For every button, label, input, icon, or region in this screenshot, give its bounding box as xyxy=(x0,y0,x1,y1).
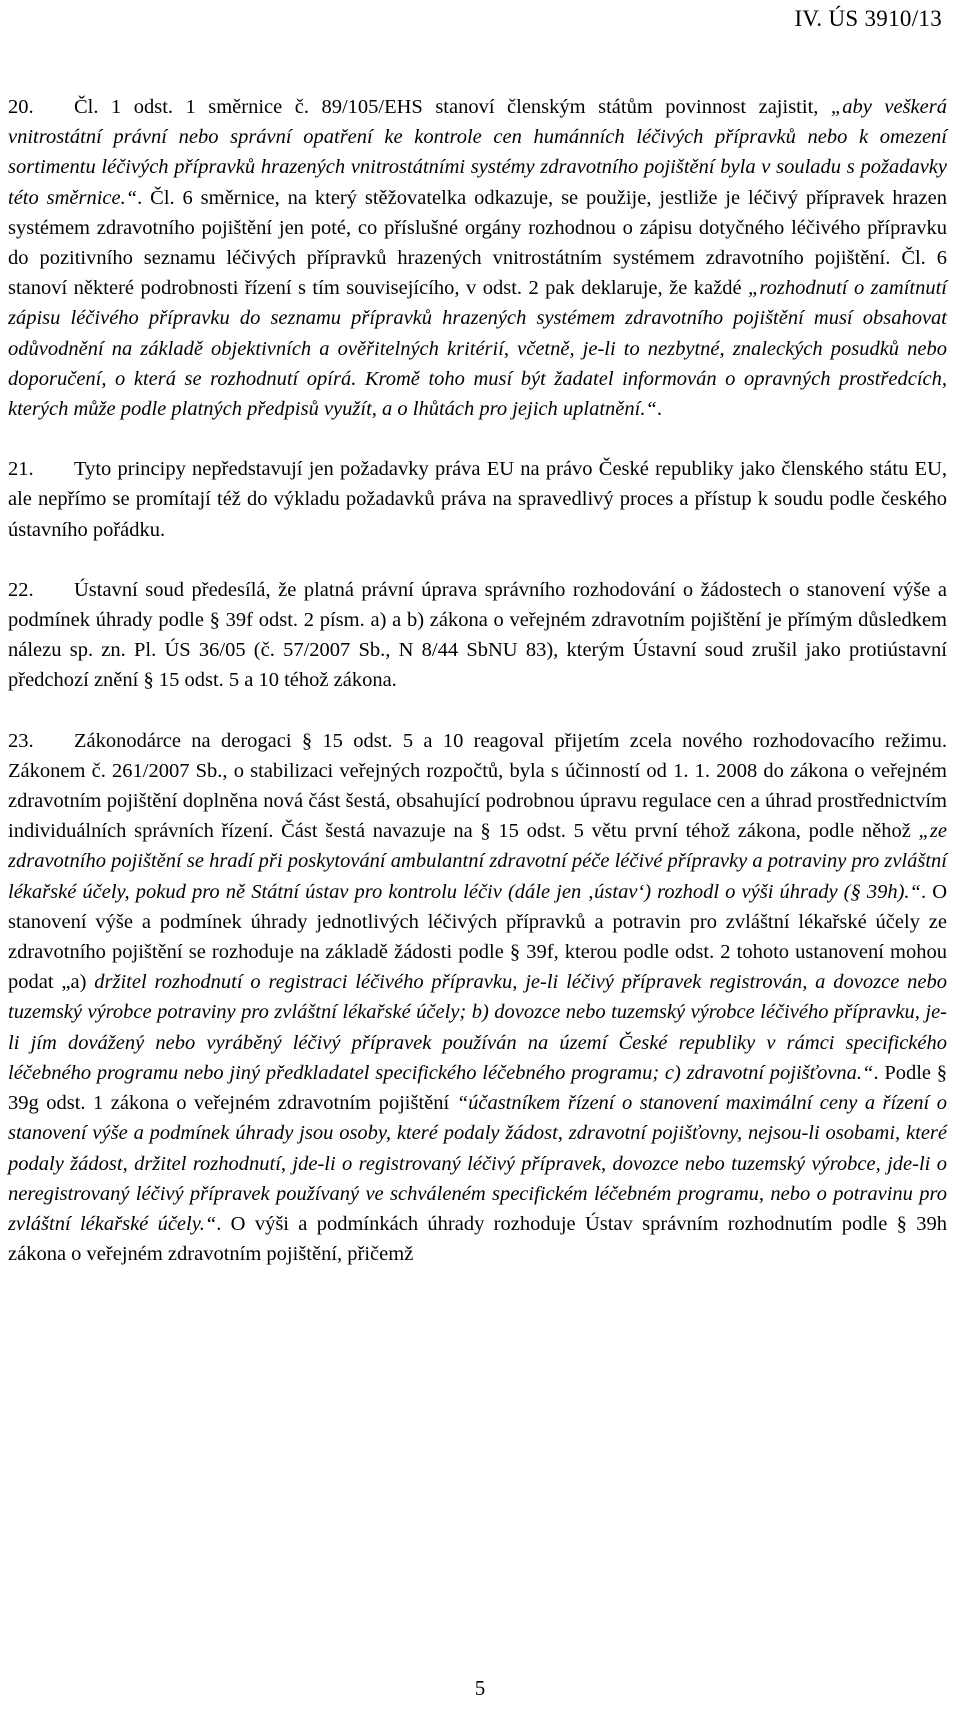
paragraph-22 xyxy=(8,575,947,696)
paragraph-number: 23. xyxy=(8,729,34,752)
paragraph-text: . Podle § 39g odst. 1 zákona o veřejném zdravotním pojištění xyxy=(8,1061,947,1115)
paragraph-number: 20. xyxy=(8,96,34,118)
paragraph-23 xyxy=(8,726,947,1270)
paragraph-21 xyxy=(8,454,947,545)
paragraph-20 xyxy=(8,92,947,424)
case-reference: IV. ÚS 3910/13 xyxy=(794,6,942,31)
page-number: 5 xyxy=(474,1676,486,1700)
quoted-text: „aby veškerá vnitrostátní právní nebo správní opatření ke kontrole cen humánních léčivých přípravků nebo k omezení sortimentu léčivých přípravků hrazených vnitrostátními systémy zdravotního pojištění byla v souladu s požadavky této směrnice.“ xyxy=(8,96,947,209)
quoted-text: držitel rozhodnutí o registraci léčivého přípravku, je-li léčivý přípravek registrován, a dovozce nebo tuzemský výrobce potraviny pro zvláštní lékařské účely; b) dovozce nebo tuzemský výrobce léčivého přípravku, je-li jím dovážený nebo vyráběný léčivý přípravek používán na území České republiky v rámci specifického léčebného programu nebo jiný předkladatel specifického léčebného programu; c) zdravotní pojišťovna.“ xyxy=(8,971,947,1084)
paragraph-text: Čl. 1 odst. 1 směrnice č. 89/105/EHS stanoví členským státům povinnost zajistit, xyxy=(74,96,831,118)
paragraph-text: Tyto principy nepředstavují jen požadavky práva EU na právo České republiky jako členského státu EU, ale nepřímo se promítají též do výkladu požadavků práva na spravedlivý proces a přístup k soudu podle českého ústavního pořádku. xyxy=(8,458,947,541)
paragraph-text: . O stanovení výše a podmínek úhrady jednotlivých léčivých přípravků a potravin pro zvláštní lékařské účely ze zdravotního pojištění se rozhoduje na základě žádosti podle § 39f, kterou podle odst. 2 tohoto ustanovení mohou podat „a) xyxy=(8,880,948,994)
quoted-text: „ze zdravotního pojištění se hradí při poskytování ambulantní zdravotní péče léčivé přípravky a potraviny pro zvláštní lékařské účely, pokud pro ně Státní ústav pro kontrolu léčiv (dále jen ‚ústav‘) rozhodl o výši úhrady (§ 39h).“ xyxy=(8,820,947,903)
quoted-text: “účastníkem řízení o stanovení maximální ceny a řízení o stanovení výše a podmínek úhrady jsou osoby, které podaly žádost, zdravotní pojišťovny, nejsou-li osobami, které podaly žádost, držitel rozhodnutí, jde-li o registrovaný léčivý přípravek, dovozce nebo tuzemský výrobce, jde-li o neregistrovaný léčivý přípravek používaný ve schváleném specifickém léčebném programu, nebo o potravinu pro zvláštní lékařské účely.“ xyxy=(8,1092,947,1235)
paragraph-text: Ústavní soud předesílá, že platná právní úprava správního rozhodování o žádostech o stanovení výše a podmínek úhrady podle § 39f odst. 2 písm. a) a b) zákona o veřejném zdravotním pojištění je přímým důsledkem nálezu sp. zn. Pl. ÚS 36/05 (č. 57/2007 Sb., N 8/44 SbNU 83), kterým Ústavní soud zrušil jako protiústavní předchozí znění § 15 odst. 5 a 10 téhož zákona. xyxy=(8,578,947,692)
paragraph-text: . O výši a podmínkách úhrady rozhoduje Ústav správním rozhodnutím podle § 39h zákona o veřejném zdravotním pojištění, přičemž xyxy=(8,1212,947,1266)
paragraph-number: 21. xyxy=(8,458,34,481)
paragraph-number: 22. xyxy=(8,578,34,601)
paragraph-text: . xyxy=(656,398,662,421)
paragraph-text: . Čl. 6 směrnice, na který stěžovatelka odkazuje, se použije, jestliže je léčivý přípravek hrazen systémem zdravotního pojištění jen poté, co příslušné orgány rozhodnou o zápisu dotyčného léčivého přípravku do pozitivního seznamu léčivých přípravků hrazených vnitrostátním systémem zdravotního pojištění. Čl. 6 stanoví některé podrobnosti řízení s tím souvisejícího, v odst. 2 pak deklaruje, že každé xyxy=(8,186,947,300)
quoted-text: „rozhodnutí o zamítnutí zápisu léčivého přípravku do seznamu přípravků hrazených systémem zdravotního pojištění musí obsahovat odůvodnění na základě objektivních a ověřitelných kritérií, včetně, je-li to nezbytné, znaleckých posudků nebo doporučení, o která se rozhodnutí opírá. Kromě toho musí být žadatel informován o opravných prostředcích, kterých může podle platných předpisů využít, a o lhůtách pro jejich uplatnění.“ xyxy=(8,277,947,421)
document-body xyxy=(8,92,947,1269)
paragraph-text: Zákonodárce na derogaci § 15 odst. 5 a 10 reagoval přijetím zcela nového rozhodovacího režimu. Zákonem č. 261/2007 Sb., o stabilizaci veřejných rozpočtů, byla s účinností od 1. 1. 2008 do zákona o veřejném zdravotním pojištění doplněna nová část šestá, obsahující podrobnou úpravu regulace cen a úhrad prostřednictvím individuálních správních řízení. Část šestá navazuje na § 15 odst. 5 větu první téhož zákona, podle něhož xyxy=(8,729,947,843)
